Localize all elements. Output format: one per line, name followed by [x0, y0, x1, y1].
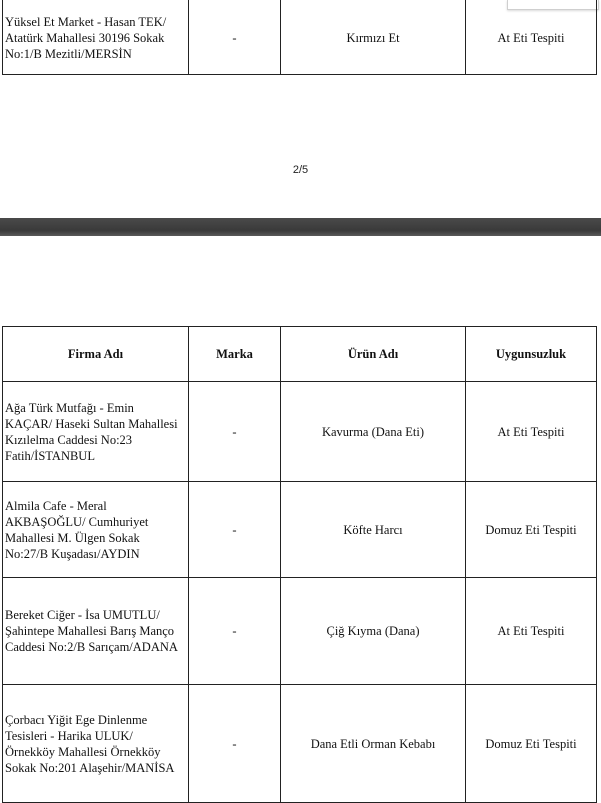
table-row — [3, 685, 597, 803]
firm-line: Kızılelma Caddesi No:23 — [5, 432, 133, 447]
table-row — [3, 382, 597, 482]
product-cell: Köfte Harcı — [281, 482, 466, 578]
nonconformity-cell: At Eti Tespiti — [466, 382, 597, 482]
header-firm: Firma Adı — [3, 327, 189, 382]
header-nonconformity: Uygunsuzluk — [466, 327, 597, 382]
firm-line: Çorbacı Yiğit Ege Dinlenme — [5, 712, 148, 727]
firm-line: KAÇAR/ Haseki Sultan Mahallesi — [5, 416, 178, 431]
nonconformity-cell: Domuz Eti Tespiti — [466, 482, 597, 578]
product-cell: Çiğ Kıyma (Dana) — [281, 578, 466, 685]
firm-line: Örnekköy Mahallesi Örnekköy — [5, 744, 161, 759]
product-cell: Kavurma (Dana Eti) — [281, 382, 466, 482]
nonconformity-cell: At Eti Tespiti — [466, 0, 597, 75]
inspection-table-continued — [2, 0, 597, 75]
table-row — [3, 578, 597, 685]
nonconformity-cell: At Eti Tespiti — [466, 578, 597, 685]
firm-line: Atatürk Mahallesi 30196 Sokak — [5, 30, 165, 45]
firm-line: Yüksel Et Market - Hasan TEK/ — [5, 14, 167, 29]
firm-line: Almila Cafe - Meral — [5, 498, 107, 513]
firm-line: AKBAŞOĞLU/ Cumhuriyet — [5, 514, 149, 529]
brand-cell: - — [189, 685, 281, 803]
firm-line: No:1/B Mezitli/MERSİN — [5, 46, 132, 61]
inspection-table — [2, 326, 597, 803]
firm-line: Şahintepe Mahallesi Barış Manço — [5, 624, 175, 638]
page-number: 2/5 — [292, 164, 309, 176]
firm-line: Tesisleri - Harika ULUK/ — [5, 728, 133, 743]
firm-cell — [3, 685, 189, 803]
firm-cell — [3, 0, 189, 75]
brand-cell: - — [189, 382, 281, 482]
product-cell: Kırmızı Et — [281, 0, 466, 75]
firm-cell — [3, 578, 189, 685]
table-header-row — [3, 327, 597, 382]
firm-cell — [3, 482, 189, 578]
firm-line: Caddesi No:2/B Sarıçam/ADANA — [5, 640, 178, 654]
firm-cell — [3, 382, 189, 482]
nonconformity-cell: Domuz Eti Tespiti — [466, 685, 597, 803]
table-row — [3, 0, 597, 75]
firm-line: No:27/B Kuşadası/AYDIN — [5, 546, 140, 561]
firm-line: Sokak No:201 Alaşehir/MANİSA — [5, 760, 175, 775]
brand-cell: - — [189, 0, 281, 75]
page-divider — [0, 218, 601, 236]
firm-line: Bereket Ciğer - İsa UMUTLU/ — [5, 608, 160, 622]
header-product: Ürün Adı — [281, 327, 466, 382]
firm-line: Mahallesi M. Ülgen Sokak — [5, 530, 140, 545]
table-row — [3, 482, 597, 578]
header-brand: Marka — [189, 327, 281, 382]
brand-cell: - — [189, 482, 281, 578]
brand-cell: - — [189, 578, 281, 685]
product-cell: Dana Etli Orman Kebabı — [281, 685, 466, 803]
firm-line: Ağa Türk Mutfağı - Emin — [5, 400, 134, 415]
firm-line: Fatih/İSTANBUL — [5, 448, 95, 463]
